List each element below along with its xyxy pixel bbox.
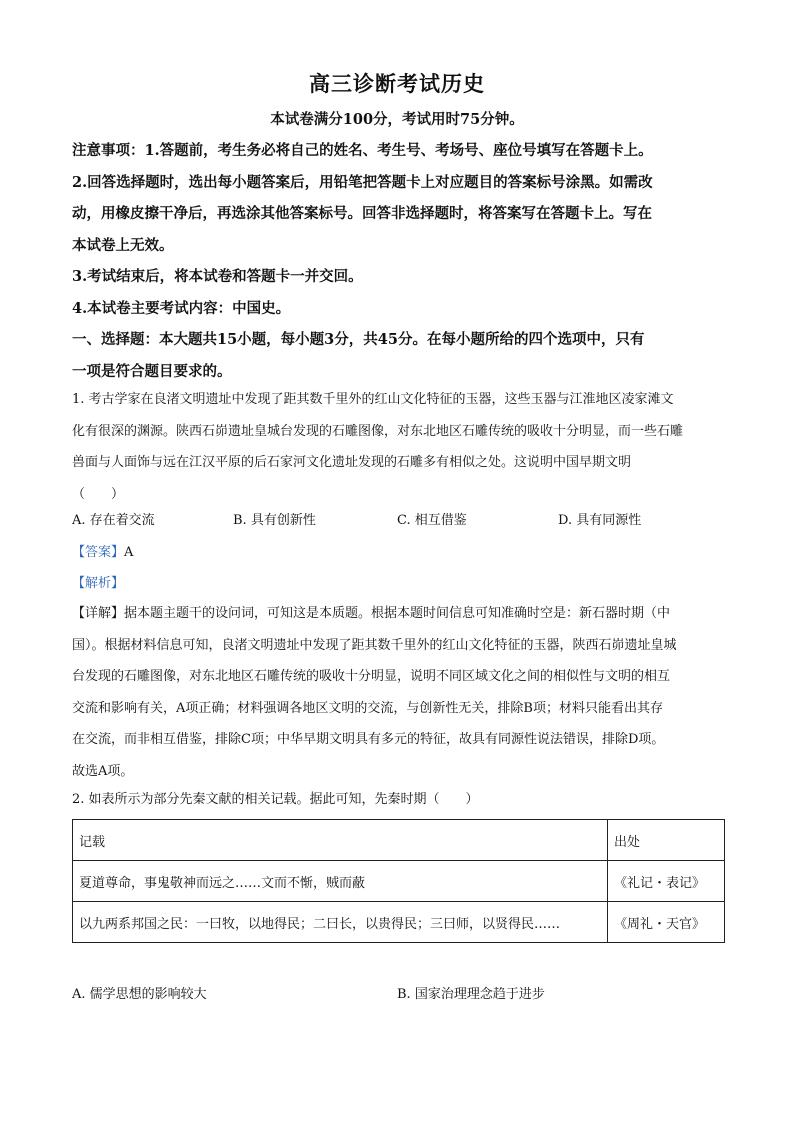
option-b: B. 具有创新性 [233, 513, 316, 528]
table-row [73, 902, 725, 943]
detail-line [72, 598, 724, 630]
option-a: A. 存在着交流 [72, 513, 155, 528]
analysis-line [72, 572, 124, 591]
page-title: 高三诊断考试历史 [309, 71, 485, 96]
table-cell: 《周礼・天官》 [608, 902, 725, 943]
table-cell: 《礼记・表记》 [608, 861, 725, 902]
table-cell: 夏道尊命，事鬼敬神而远之……文而不惭，贼而蔽 [73, 861, 608, 902]
option-a: A. 儒学思想的影响较大 [72, 987, 207, 1002]
notes-line: 4.本试卷主要考试内容：中国史。 [72, 299, 291, 317]
option-c: C. 相互借鉴 [397, 513, 467, 528]
records-table [72, 819, 725, 943]
question-line: （ ） [72, 486, 125, 502]
notes-line: 注意事项：1.答题前，考生务必将自己的姓名、考生号、考场号、座位号填写在答题卡上。 [72, 142, 653, 159]
question-1-detail [72, 598, 724, 787]
question-line: 化有很深的渊源。陕西石峁遗址皇城台发现的石雕图像，对东北地区石雕传统的吸收十分明显，而一些石雕 [72, 423, 684, 439]
answer-tag: 【答案】 [72, 545, 125, 560]
table-header-row [73, 820, 725, 861]
detail-line: 在交流，而非相互借鉴，排除C项；中华早期文明具有多元的特征，故具有同源性说法错误，排除D项。 [72, 732, 665, 747]
table-header-cell: 出处 [608, 820, 725, 861]
analysis-tag: 【解析】 [72, 576, 125, 591]
section-heading-line: 一、选择题：本大题共15小题，每小题3分，共45分。在每小题所给的四个选项中，只有 [72, 331, 645, 348]
answer-value: A [124, 545, 134, 560]
detail-line: 台发现的石雕图像，对东北地区石雕传统的吸收十分明显，说明不同区域文化之间的相似性与文明的相互 [72, 669, 671, 684]
option-b: B. 国家治理理念趋于进步 [397, 987, 545, 1002]
question-line: 兽面与人面饰与远在江汉平原的后石家河文化遗址发现的石雕多有相似之处。这说明中国早期文明 [72, 455, 632, 470]
detail-text: 据本题主题干的设问词，可知这是本质题。根据本题时间信息可知准确时空是：新石器时期（中 [124, 606, 671, 621]
table-row [73, 861, 725, 902]
table-cell: 以九两系邦国之民：一曰牧，以地得民；二曰长，以贵得民；三曰师，以贤得民…… [73, 902, 608, 943]
notes-line: 2.回答选择题时，选出每小题答案后，用铅笔把答题卡上对应题目的答案标号涂黑。如需改 [72, 173, 653, 191]
option-d: D. 具有同源性 [558, 513, 642, 528]
answer-line [72, 541, 133, 560]
question-1-stem [72, 384, 724, 510]
notes-line: 动，用橡皮擦干净后，再选涂其他答案标号。回答非选择题时，将答案写在答题卡上。写在 [72, 205, 652, 222]
detail-tag: 【详解】 [72, 606, 125, 621]
question-2-stem: 2. 如表所示为部分先秦文献的相关记载。据此可知，先秦时期（ ） [72, 792, 479, 807]
detail-line: 交流和影响有关，A项正确；材料强调各地区文明的交流，与创新性无关，排除B项；材料只能看出其存 [72, 700, 663, 716]
question-1-options [72, 509, 724, 537]
notes-line: 3.考试结束后，将本试卷和答题卡一并交回。 [72, 268, 363, 285]
notes-line: 本试卷上无效。 [72, 236, 174, 254]
page-subtitle: 本试卷满分100分，考试用时75分钟。 [270, 111, 524, 128]
section-heading-line: 一项是符合题目要求的。 [72, 362, 232, 380]
question-line: 1. 考古学家在良渚文明遗址中发现了距其数千里外的红山文化特征的玉器，这些玉器与江淮地区凌家滩文 [72, 392, 674, 407]
table-header-cell: 记载 [73, 820, 608, 861]
exam-notes [72, 135, 722, 387]
detail-line: 国）。根据材料信息可知，良渚文明遗址中发现了距其数千里外的红山文化特征的玉器，陕西石峁遗址皇城 [72, 637, 677, 653]
detail-line: 故选A项。 [72, 763, 134, 779]
